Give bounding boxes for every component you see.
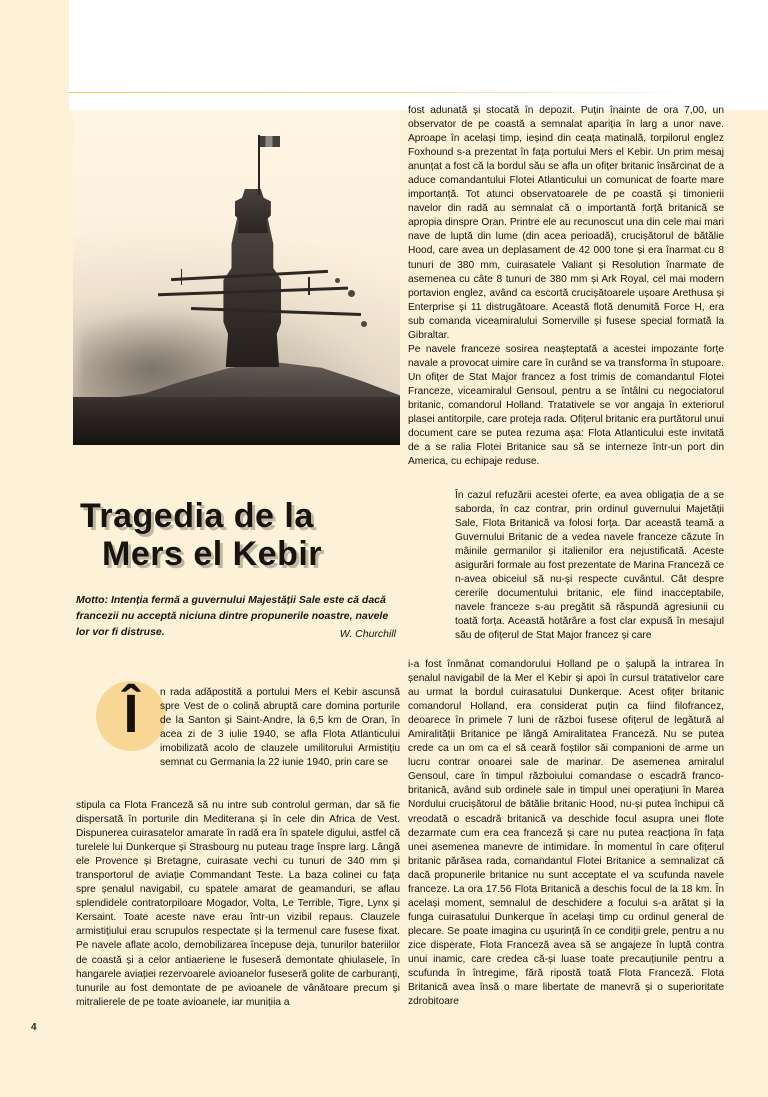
body-right-bottom	[408, 658, 724, 1009]
ship-detail-dot	[348, 290, 355, 297]
paragraph: stipula ca Flota Franceză să nu intre sub controlul german, dar să fie dispersată în porturile din Mediterana și în cele din Africa de Vest. Dispunerea cuirasatelor amarate în radă era în spatele digului, astfel că turelele lui Dunkerque și Strasbourg nu puteau trage înspre larg. Lângă ele Provence și Bretagne, cuirasate vechi cu tunuri de 340 mm și transportorul de aviație Commandant Teste. La baza colinei cu fața spre șenalul navigabil, cu spatele amarat de geamanduri, se aflau splendidele contratorpiloare Mogador, Volta, Le Terrible, Tigre, Lynx și Kersaint. Toate aceste nave erau într-un vizibil repaus. Clauzele armistițiului erau scrupulos respectate și la termenul care fusese fixat. Pe navele aflate acolo, demobilizarea începuse deja, tunurilor bateriilor de coastă și a celor antiaeriene le fuseseră demontate qhiulasele, în hangarele aviației rezervoarele avioanelor fuseseră golite de carburanți, tunurile au fost demontate de pe avioanele de vânătoare precum și mitralierele de pe toate avioanele, iar munițiia a	[76, 800, 400, 1008]
article-title	[80, 497, 410, 573]
body-right-top	[408, 104, 724, 469]
paragraph: În cazul refuzării acestei oferte, ea avea obligația de a se saborda, în caz contrar, prin ordinul guvernului Majetății Sale, Flota Britanică va folosi forța. Dar această teamă a Guvernului Britanic de a vedea navele franceze căzute în mâinile germanilor și italienilor era nejustificată. Aceste asigurări formale au fost prezentate de Marina Franceză ce n-avea obiceiul să nu-și respecte cuvântul. Cât despre cererile documentului britanic, ele fiind inacceptabile, navele franceze s-au pregătit să răspundă agresiunii cu toată forța. Această hotărâre a fost clar expusă în mesajul său de ofițerul de Stat Major francez și care	[455, 490, 724, 642]
article-title-line-2: Mers el Kebir	[102, 535, 323, 573]
dropcap-letter: Î	[123, 683, 139, 744]
left-margin-band	[0, 0, 69, 1097]
article-motto-attribution: W. Churchill	[339, 628, 396, 640]
paragraph: i-a fost înmânat comandorului Holland pe o șalupă la intrarea în șenalul navigabil de la Mer el Kebir și apoi în cursul tratativelor care au urmat la bordul cuirasatului Dunkerque. Acest ofițer britanic comandorul Holland, era considerat puțin ca fiind filofrancez, deoarece în primele 7 luni de război fusese ofițerul de legătură al Amiralității Britanice pe lângă Amiralitatea Franceză. Nu se putea crede ca un om ca el să ceară foștilor săi companioni de arme un lucru contrar onoarei sale de marinar. De asemenea amiralul Gensoul, care în timpul războiului comandase o escadră franco-britanică, având sub ordinele sale in timpul unei operațiuni în Marea Nordului crucișătorul de bătălie britanic Hood, nu-și putea închipui că vreodată o escadră britanică va deschide focul asupra unei flote dezarmate cum era cea franceză și care nu putea reacționa în fața unei asemenea manevre de intimidare. În momentul în care ofițerul britanic părăsea rada, comandantul Flotei Britanice a semnalizat că dacă propunerile britanice nu sunt acceptate el va scufunda navele franceze. La ora 17.56 Flota Britanică a deschis focul de la 18 km. În același moment, semnalul de deschidere a focului s-a arătat și la funga cuirasatului Dunkerque în același timp cu ordinul general de plecare. Se poate imagina cu ușurință în ce condiții grele, pentru a nu zice disperate, Flota Franceză avea să se angajeze în luptă contra unui inamic, care credea că-și luase toate precauțiunile pentru a scufunda în întregime, fără ripostă toată Flota Franceză. Flota Britanică avea însă o mare libertate de manevră și o superioritate zdrobitoare	[408, 659, 724, 1008]
article-motto: Motto: Intenția fermă a guvernului Majestății Sale este că dacă francezii nu acceptă niciuna dintre propunerile noastre, navele lor vor fi distruse.	[76, 594, 389, 638]
ship-detail-dot	[361, 321, 367, 327]
page-number: 4	[31, 1022, 37, 1033]
ship-flag	[258, 136, 280, 147]
dropcap-badge	[96, 681, 166, 751]
ship-spar	[181, 269, 183, 285]
paragraph: Pe navele franceze sosirea neașteptată a acestei impozante forțe navale a provocat uimire care în curând se va transforma în stupoare. Un ofițer de Stat Major francez a fost trimis de comandantul Flotei Franceze, viceamiralul Gensoul, pentru a se întâlni cu negociatorul britanic, comandorul Holland. Tratativele se vor angaja în exteriorul plasei antitorpile, care proteja rada. Ofițerul britanic era purtătorul unui document care se putea rezuma așa: Flota Atlanticului este invitată de a se ralia Flotei Britanice sau să se interneze într-un port din America, cu echipaje reduse.	[408, 343, 724, 468]
ship-lower-hull	[73, 397, 400, 445]
article-title-line-1: Tragedia de la	[80, 497, 314, 535]
paragraph: n rada adăpostită a portului Mers el Kebir ascunsă spre Vest de o colină abruptă care domina porturile de la Santon și Saint-Andre, la 6,5 km de Oran, în acea zi de 3 iulie 1940, se afla Flota Atlanticului imobilizată acolo de clauzele umilitorului Armistițiu semnat cu Germania la 22 iunie 1940, prin care se	[160, 687, 400, 769]
body-right-middle	[455, 489, 724, 644]
ship-detail-dot	[335, 278, 340, 283]
body-left-top	[160, 686, 400, 770]
battleship-photo	[73, 110, 400, 445]
ship-spar	[308, 277, 310, 295]
paragraph: fost adunată și stocată în depozit. Puțin înainte de ora 7,00, un observator de pe coastă a semnalat apariția în larg a unor nave. Aproape în același timp, ieșind din ceața matinală, torpilorul englez Foxhound s-a prezentat în fața portului Mers el Kebir. Un prim mesaj anunțat a fost că la bordul său se afla un ofițer britanic însărcinat de a aduce comandantului Flotei Atlanticului un comunicat de foarte mare importanță. Tot atunci observatoarele de pe coastă și timonierii navelor din radă au semnalat că o importantă forță britanică se apropia dinspre Oran. Printre ele au recunoscut una din cele mai mari nave de luptă din lume (din acea perioadă), crucișătorul de bătălie Hood, care avea un deplasament de 42 000 tone și era înarmat cu 8 tunuri de 380 mm, cuirasatele Valiant și Resolution înarmate de asemenea cu câte 8 tunuri de 380 mm și Ark Royal, cel mai modern portavion englez, având ca escortă crucișătoarele ușoare Arethusa și Enterprise și 11 distrugătoare. Această flotă denumită Force H, era sub comanda viceamiralului Somerville și fusese special formată la Gibraltar.	[408, 105, 724, 341]
body-left-bottom	[76, 799, 400, 1010]
page-top-white-band	[69, 0, 768, 110]
header-rule	[69, 92, 705, 93]
